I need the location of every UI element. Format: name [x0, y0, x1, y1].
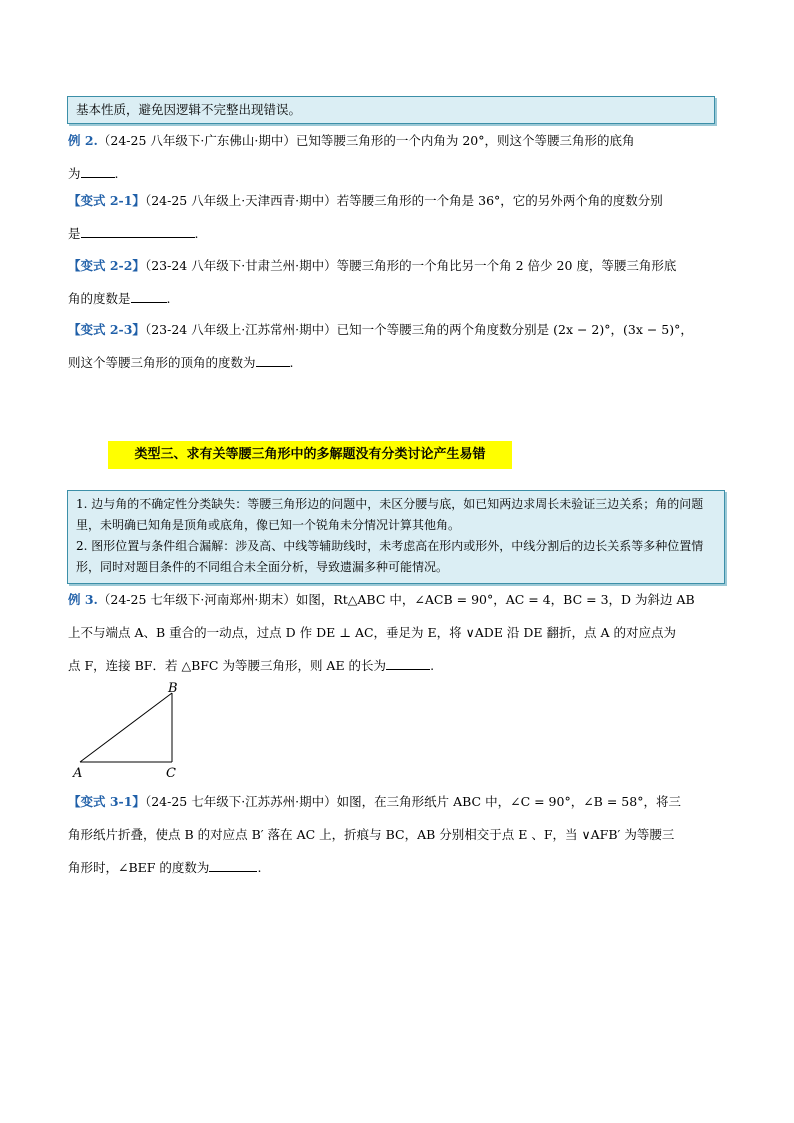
example-3-line3-suffix: .: [430, 658, 435, 673]
example-3: [68, 583, 736, 682]
variant-3-1: [68, 785, 736, 884]
variant-3-1-line3-prefix: 角形时，∠BEF 的度数为: [68, 860, 210, 875]
vertex-b-label: B: [168, 681, 178, 696]
answer-blank: [81, 224, 195, 238]
variant-2-3-line2-suffix: .: [289, 355, 294, 370]
example-2: [68, 124, 736, 190]
example-3-line2: 上不与端点 A、B 重合的一动点，过点 D 作 DE ⊥ AC，垂足为 E，将 ∨ADE 沿 DE 翻折，点 A 的对应点为: [68, 625, 676, 640]
notes-point-2: 2. 图形位置与条件组合漏解：涉及高、中线等辅助线时，未考虑高在形内或形外，中线分割后的边长关系等多种位置情形，同时对题目条件的不同组合未全面分析，导致遗漏多种可能情况。: [76, 539, 704, 574]
example-3-tag: 例 3.: [68, 592, 98, 607]
answer-blank: [209, 858, 257, 872]
variant-2-2-line2-suffix: .: [166, 291, 171, 306]
vertex-a-label: A: [73, 766, 83, 781]
example-3-line1: （24-25 七年级下·河南郑州·期末）如图，Rt△ABC 中，∠ACB = 90°，AC = 4，BC = 3，D 为斜边 AB: [97, 592, 695, 607]
variant-2-1-line2-suffix: .: [194, 226, 199, 241]
triangle-figure: [60, 676, 200, 786]
example-3-line3-prefix: 点 F，连接 BF．若 △BFC 为等腰三角形，则 AE 的长为: [68, 658, 387, 673]
variant-2-2-line1: （23-24 八年级下·甘肃兰州·期中）等腰三角形的一个角比另一个角 2 倍少 20 度，等腰三角形底: [144, 258, 677, 273]
variant-2-3: [68, 313, 736, 379]
section-heading: 类型三、求有关等腰三角形中的多解题没有分类讨论产生易错: [108, 441, 512, 469]
variant-2-1-tag: 【变式 2-1】: [68, 193, 145, 208]
variant-2-1-line1: （24-25 八年级上·天津西青·期中）若等腰三角形的一个角是 36°，它的另外两个角的度数分别: [144, 193, 663, 208]
variant-2-3-line2-prefix: 则这个等腰三角形的顶角的度数为: [68, 355, 256, 370]
variant-2-3-line1: （23-24 八年级上·江苏常州·期中）已知一个等腰三角的两个角度数分别是 (2x − 2)°，(3x − 5)°，: [144, 322, 693, 337]
example-2-line2-suffix: .: [114, 166, 119, 181]
vertex-c-label: C: [166, 766, 176, 781]
variant-2-2: [68, 249, 736, 315]
side-ab: [80, 693, 172, 762]
example-2-line1: （24-25 八年级下·广东佛山·期中）已知等腰三角形的一个内角为 20°，则这个等腰三角形的底角: [97, 133, 635, 148]
answer-blank: [386, 656, 430, 670]
answer-blank: [131, 289, 167, 303]
tip-box-text: 基本性质，避免因逻辑不完整出现错误。: [76, 102, 302, 117]
variant-2-2-line2-prefix: 角的度数是: [68, 291, 131, 306]
variant-2-3-tag: 【变式 2-3】: [68, 322, 145, 337]
tip-box: [67, 96, 715, 124]
variant-2-1-line2-prefix: 是: [68, 226, 81, 241]
variant-3-1-line1: （24-25 七年级下·江苏苏州·期中）如图，在三角形纸片 ABC 中，∠C = 90°，∠B = 58°，将三: [144, 794, 681, 809]
variant-3-1-line2: 角形纸片折叠，使点 B 的对应点 B′ 落在 AC 上，折痕与 BC，AB 分别相交于点 E 、F，当 ∨AFB′ 为等腰三: [68, 827, 675, 842]
example-2-line2-prefix: 为: [68, 166, 81, 181]
triangle-svg: [60, 676, 200, 786]
answer-blank: [81, 164, 115, 178]
notes-point-1: 1. 边与角的不确定性分类缺失：等腰三角形边的问题中，未区分腰与底，如已知两边求周长未验证三边关系；角的问题里，未明确已知角是顶角或底角，像已知一个锐角未分情况计算其他角。: [76, 497, 704, 532]
variant-2-1: [68, 184, 736, 250]
notes-box: [67, 490, 725, 584]
answer-blank: [256, 353, 290, 367]
example-2-tag: 例 2.: [68, 133, 98, 148]
variant-3-1-tag: 【变式 3-1】: [68, 794, 145, 809]
variant-3-1-line3-suffix: .: [257, 860, 262, 875]
variant-2-2-tag: 【变式 2-2】: [68, 258, 145, 273]
